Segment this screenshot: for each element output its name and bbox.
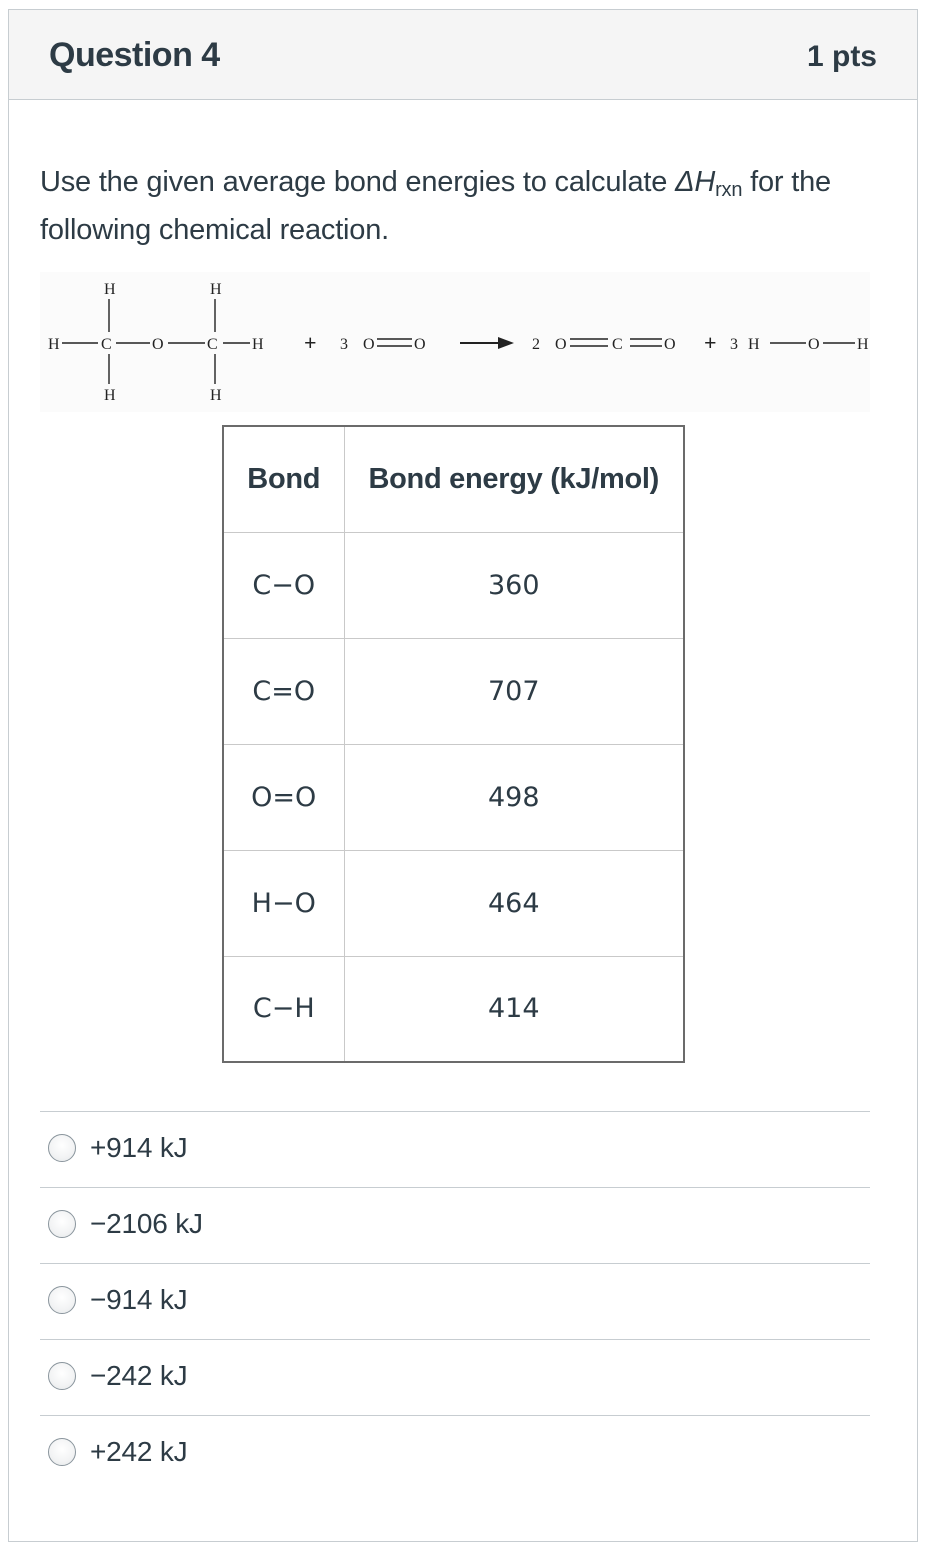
prompt-text-after: for the following chemical reaction. — [40, 166, 831, 246]
energy-cell: 498 — [344, 744, 684, 850]
answer-label[interactable]: −2106 kJ — [90, 1208, 203, 1239]
prompt-subscript-rxn: rxn — [715, 179, 743, 201]
coefficient-o2: 3 — [340, 336, 348, 353]
atom-h: H — [857, 336, 869, 353]
atom-o: O — [414, 336, 426, 353]
radio-button[interactable] — [48, 1134, 76, 1162]
table-row — [223, 850, 684, 956]
atom-h: H — [48, 336, 60, 353]
answer-option-4[interactable] — [40, 1339, 870, 1415]
bond-cell: O=O — [223, 744, 344, 850]
atom-o: O — [363, 336, 375, 353]
table-row — [223, 532, 684, 638]
reaction-diagram — [40, 272, 870, 412]
answer-label[interactable]: +242 kJ — [90, 1436, 188, 1467]
energy-cell: 464 — [344, 850, 684, 956]
atom-h: H — [210, 281, 222, 298]
atom-o: O — [152, 336, 164, 353]
answer-option-2[interactable] — [40, 1187, 870, 1263]
answer-list — [40, 1111, 870, 1491]
radio-button[interactable] — [48, 1362, 76, 1390]
atom-h: H — [104, 281, 116, 298]
bond-cell: H−O — [223, 850, 344, 956]
atom-h: H — [210, 387, 222, 404]
bond-cell: C=O — [223, 638, 344, 744]
energy-cell: 707 — [344, 638, 684, 744]
energy-cell: 414 — [344, 956, 684, 1062]
atom-o: O — [555, 336, 567, 353]
question-title: Question 4 — [49, 36, 220, 74]
answer-option-3[interactable] — [40, 1263, 870, 1339]
bond-cell: C−H — [223, 956, 344, 1062]
question-prompt — [40, 158, 870, 254]
atom-o: O — [664, 336, 676, 353]
table-header-row — [223, 426, 684, 532]
plus-sign: + — [304, 330, 317, 355]
table-row — [223, 956, 684, 1062]
header-bond: Bond — [223, 426, 344, 532]
bond-energy-table — [222, 425, 685, 1063]
prompt-delta-h: ΔH — [675, 166, 716, 198]
atom-c: C — [207, 336, 218, 353]
atom-c: C — [612, 336, 623, 353]
answer-label[interactable]: −914 kJ — [90, 1284, 188, 1315]
radio-button[interactable] — [48, 1210, 76, 1238]
radio-button[interactable] — [48, 1438, 76, 1466]
plus-sign: + — [704, 330, 717, 355]
header-bond-energy: Bond energy (kJ/mol) — [344, 426, 684, 532]
atom-h: H — [748, 336, 760, 353]
question-points: 1 pts — [806, 40, 877, 73]
radio-button[interactable] — [48, 1286, 76, 1314]
atom-h: H — [104, 387, 116, 404]
reaction-equation-image — [40, 272, 870, 412]
energy-cell: 360 — [344, 532, 684, 638]
atom-o: O — [808, 336, 820, 353]
atom-c: C — [101, 336, 112, 353]
table-row — [223, 638, 684, 744]
answer-label[interactable]: +914 kJ — [90, 1132, 188, 1163]
atom-h: H — [252, 336, 264, 353]
coefficient-co2: 2 — [532, 336, 540, 353]
answer-option-5[interactable] — [40, 1415, 870, 1491]
table-row — [223, 744, 684, 850]
coefficient-h2o: 3 — [730, 336, 738, 353]
bond-cell: C−O — [223, 532, 344, 638]
question-header — [9, 10, 917, 100]
prompt-text-before: Use the given average bond energies to calculate — [40, 166, 676, 198]
answer-option-1[interactable] — [40, 1111, 870, 1187]
answer-label[interactable]: −242 kJ — [90, 1360, 188, 1391]
